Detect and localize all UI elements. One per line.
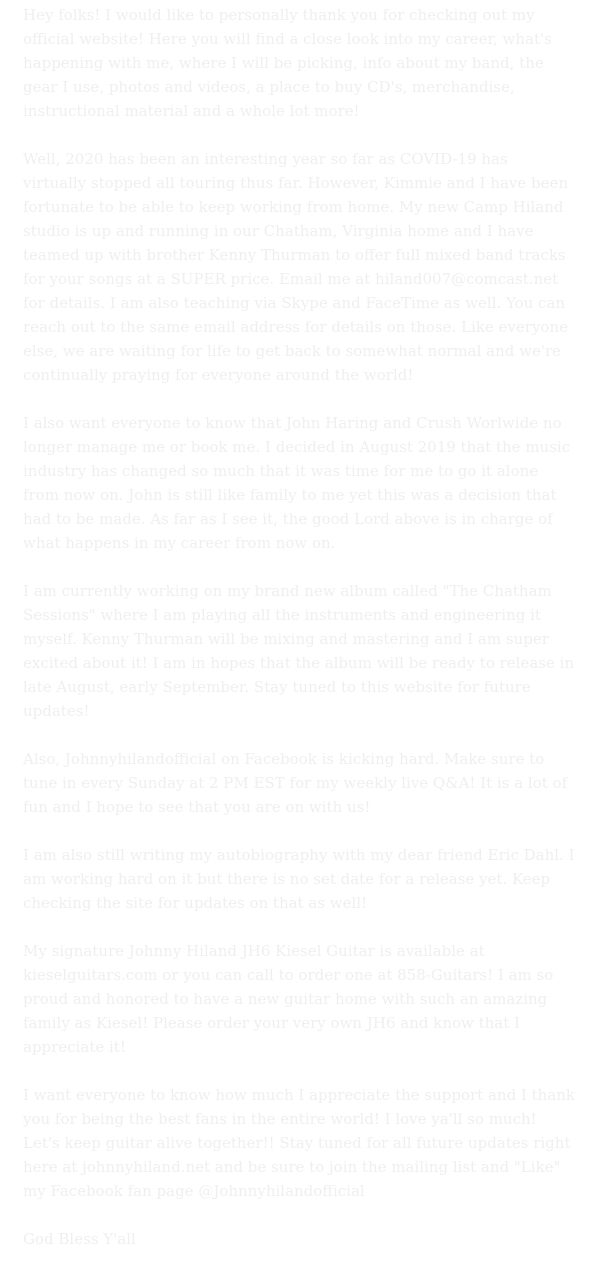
- paragraph-signature-guitar: My signature Johnny Hiland JH6 Kiesel Guitar is available at kieselguitars.com or you can call to order one at 858-Guitars! I am so proud and honored to have a new guitar home with such an amazing family as Kiesel! Please order your very own JH6 and know that I appreciate it!: [23, 942, 554, 1056]
- paragraph-covid-update: Well, 2020 has been an interesting year so far as COVID-19 has virtually stopped all touring thus far. However, Kimmie and I have been fortunate to be able to keep working from home. My new Camp Hiland studio is up and running in our Chatham, Virginia home and I have teamed up with brother Kenny Thurman to offer full mixed band tracks for your songs at a SUPER price. Email me at hiland007@comcast.net for details. I am also teaching via Skype and FaceTime as well. You can reach out to the same email address for details on those. Like everyone else, we are waiting for life to get back to somewhat normal and we're continually praying for everyone around the world!: [23, 150, 569, 384]
- paragraph-management-update: I also want everyone to know that John Haring and Crush Worlwide no longer manage me or book me. I decided in August 2019 that the music industry has changed so much that it was time for me to go it alone from now on. John is still like family to me yet this was a decision that had to be made. As far as I see it, the good Lord above is in charge of what happens in my career from now on.: [23, 414, 571, 552]
- welcome-message: [23, 3, 575, 1251]
- paragraph-autobiography: I am also still writing my autobiography with my dear friend Eric Dahl. I am working hard on it but there is no set date for a release yet. Keep checking the site for updates on that as well!: [23, 846, 575, 912]
- paragraph-new-album: I am currently working on my brand new album called "The Chatham Sessions" where I am playing all the instruments and engineering it myself. Kenny Thurman will be mixing and mastering and I am super excited about it! I am in hopes that the album will be ready to release in late August, early September. Stay tuned to this website for future updates!: [23, 582, 575, 720]
- paragraph-intro: Hey folks! I would like to personally thank you for checking out my official website! Here you will find a close look into my career, what's happening with me, where I will be picking, info about my band, the gear I use, photos and videos, a place to buy CD's, merchandise, instructional material and a whole lot more!: [23, 6, 552, 120]
- paragraph-facebook-live: Also, Johnnyhilandofficial on Facebook is kicking hard. Make sure to tune in every Sunday at 2 PM EST for my weekly live Q&A! It is a lot of fun and I hope to see that you are on with us!: [23, 750, 568, 816]
- paragraph-thank-you: I want everyone to know how much I appreciate the support and I thank you for being the best fans in the entire world! I love ya'll so much! Let's keep guitar alive together!! Stay tuned for all future updates right here at johnnyhiland.net and be sure to join the mailing list and "Like" my Facebook fan page @Johnnyhilandofficial: [23, 1086, 576, 1200]
- signoff: God Bless Y'all: [23, 1230, 136, 1248]
